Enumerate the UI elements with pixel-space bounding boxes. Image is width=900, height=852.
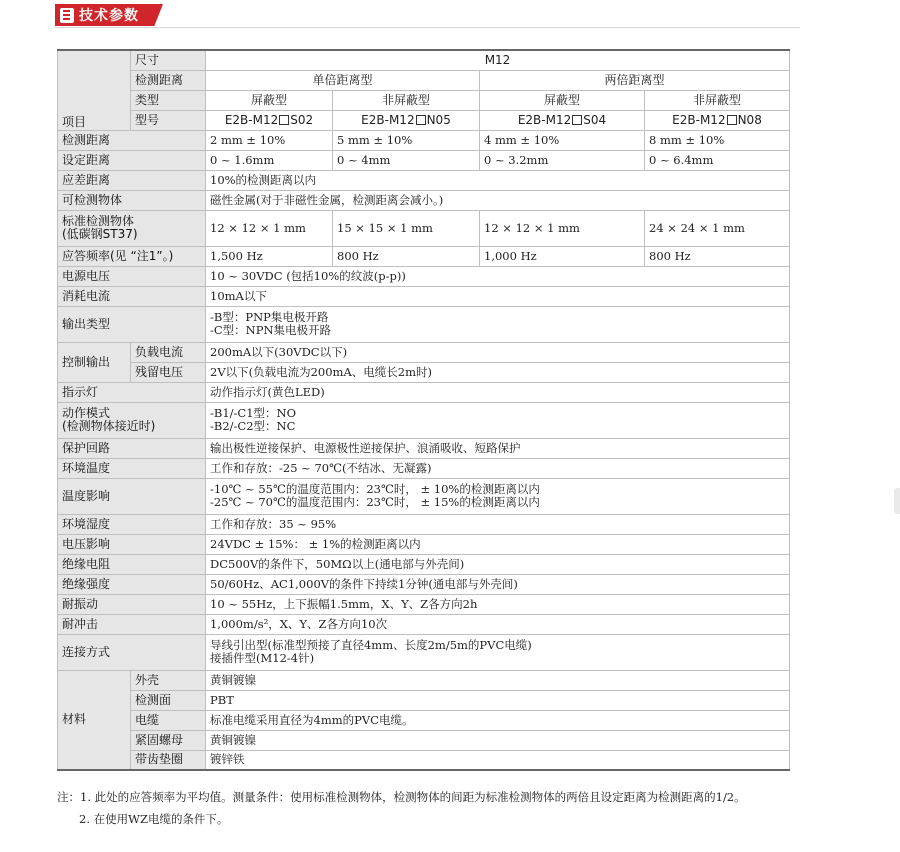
cell: 200mA以下(30VDC以下) bbox=[206, 342, 790, 362]
cell: 800 Hz bbox=[333, 246, 480, 266]
table-row bbox=[58, 50, 790, 70]
cell: 1,000 Hz bbox=[480, 246, 645, 266]
table-row bbox=[58, 594, 790, 614]
cell: PBT bbox=[206, 690, 790, 710]
cell: 50/60Hz、AC1,000V的条件下持续1分钟(通电部与外壳间) bbox=[206, 574, 790, 594]
model-label: 型号 bbox=[131, 110, 206, 130]
cell: 工作和存放：35 ~ 95% bbox=[206, 514, 790, 534]
size-value: M12 bbox=[206, 50, 790, 70]
table-row bbox=[58, 382, 790, 402]
cell: 10 ~ 55Hz，上下振幅1.5mm，X、Y、Z各方向2h bbox=[206, 594, 790, 614]
cell: 0 ~ 4mm bbox=[333, 150, 480, 170]
cell: 24VDC ± 15%： ± 1%的检测距离以内 bbox=[206, 534, 790, 554]
row-label: 应答频率(见 “注1”。) bbox=[58, 246, 206, 266]
item-header: 项目 bbox=[58, 50, 131, 130]
cell: 输出极性逆接保护、电源极性逆接保护、浪涌吸收、短路保护 bbox=[206, 438, 790, 458]
cell: 4 mm ± 10% bbox=[480, 130, 645, 150]
table-row bbox=[58, 574, 790, 594]
cell: 800 Hz bbox=[645, 246, 790, 266]
cell: 黄铜镀镍 bbox=[206, 670, 790, 690]
sub-label: 带齿垫圈 bbox=[131, 750, 206, 770]
row-label: 指示灯 bbox=[58, 382, 206, 402]
cell: 黄铜镀镍 bbox=[206, 730, 790, 750]
cell: 工作和存放：-25 ~ 70℃(不结冰、无凝露) bbox=[206, 458, 790, 478]
sub-label: 检测面 bbox=[131, 690, 206, 710]
row-label bbox=[58, 402, 206, 438]
label-line: (检测物体接近时) bbox=[62, 419, 156, 433]
model-n08: E2B-M12 N08 bbox=[645, 110, 790, 130]
row-label: 消耗电流 bbox=[58, 286, 206, 306]
cell-line: -B1/-C1型：NO bbox=[210, 406, 297, 420]
cell: 24 × 24 × 1 mm bbox=[645, 210, 790, 246]
table-row bbox=[58, 266, 790, 286]
cell-line: -C型：NPN集电极开路 bbox=[210, 323, 332, 337]
table-row bbox=[58, 730, 790, 750]
cell: 12 × 12 × 1 mm bbox=[480, 210, 645, 246]
sub-label: 外壳 bbox=[131, 670, 206, 690]
table-row bbox=[58, 534, 790, 554]
spec-table bbox=[57, 49, 790, 771]
table-row bbox=[58, 458, 790, 478]
table-row bbox=[58, 286, 790, 306]
header-divider bbox=[55, 27, 800, 28]
label-line: (低碳钢ST37) bbox=[62, 227, 138, 241]
unshielded-header: 非屏蔽型 bbox=[333, 90, 480, 110]
cell: 0 ~ 1.6mm bbox=[206, 150, 333, 170]
row-label: 连接方式 bbox=[58, 634, 206, 670]
sub-label: 残留电压 bbox=[131, 362, 206, 382]
model-s04: E2B-M12 S04 bbox=[480, 110, 645, 130]
cell: 标准电缆采用直径为4mm的PVC电缆。 bbox=[206, 710, 790, 730]
table-row bbox=[58, 170, 790, 190]
sub-label: 紧固螺母 bbox=[131, 730, 206, 750]
cell: 1,500 Hz bbox=[206, 246, 333, 266]
row-label: 应差距离 bbox=[58, 170, 206, 190]
row-label: 输出类型 bbox=[58, 306, 206, 342]
table-row bbox=[58, 210, 790, 246]
table-row bbox=[58, 150, 790, 170]
table-row bbox=[58, 670, 790, 690]
cell: 10mA以下 bbox=[206, 286, 790, 306]
row-label: 绝缘强度 bbox=[58, 574, 206, 594]
row-label: 绝缘电阻 bbox=[58, 554, 206, 574]
table-row bbox=[58, 514, 790, 534]
row-label bbox=[58, 210, 206, 246]
shielded-header: 屏蔽型 bbox=[206, 90, 333, 110]
cell-line: -B型：PNP集电极开路 bbox=[210, 310, 329, 324]
single-distance-header: 单倍距离型 bbox=[206, 70, 480, 90]
row-label: 温度影响 bbox=[58, 478, 206, 514]
table-row bbox=[58, 710, 790, 730]
table-row bbox=[58, 554, 790, 574]
table-row bbox=[58, 614, 790, 634]
label-line: 动作模式 bbox=[62, 406, 111, 420]
unshielded-header: 非屏蔽型 bbox=[645, 90, 790, 110]
table-row bbox=[58, 130, 790, 150]
row-label: 耐冲击 bbox=[58, 614, 206, 634]
cell-line: -B2/-C2型：NC bbox=[210, 419, 296, 433]
cell: 磁性金属(对于非磁性金属，检测距离会减小。) bbox=[206, 190, 790, 210]
row-label: 设定距离 bbox=[58, 150, 206, 170]
shielded-header: 屏蔽型 bbox=[480, 90, 645, 110]
table-row bbox=[58, 90, 790, 110]
type-label: 类型 bbox=[131, 90, 206, 110]
cell bbox=[206, 634, 790, 670]
row-label: 环境温度 bbox=[58, 458, 206, 478]
note-1: 注：1. 此处的应答频率为平均值。测量条件：使用标准检测物体，检测物体的间距为标准检测物体的两倍且设定距离为检测距离的1/2。 bbox=[57, 790, 746, 804]
footnotes bbox=[57, 789, 797, 827]
table-row bbox=[58, 690, 790, 710]
row-label: 保护回路 bbox=[58, 438, 206, 458]
cell bbox=[206, 478, 790, 514]
model-s02: E2B-M12 S02 bbox=[206, 110, 333, 130]
table-row bbox=[58, 634, 790, 670]
cell: 5 mm ± 10% bbox=[333, 130, 480, 150]
cell-line: -25℃ ~ 70℃的温度范围内：23℃时， ± 15%的检测距离以内 bbox=[210, 495, 540, 509]
row-label: 电压影响 bbox=[58, 534, 206, 554]
list-icon bbox=[60, 8, 74, 23]
table-row bbox=[58, 70, 790, 90]
cell: 10 ~ 30VDC (包括10%的纹波(p-p)) bbox=[206, 266, 790, 286]
cell: 2V以下(负载电流为200mA、电缆长2m时) bbox=[206, 362, 790, 382]
table-row bbox=[58, 246, 790, 266]
cell: DC500V的条件下，50MΩ以上(通电部与外壳间) bbox=[206, 554, 790, 574]
table-row bbox=[58, 438, 790, 458]
cell: 12 × 12 × 1 mm bbox=[206, 210, 333, 246]
row-label: 电源电压 bbox=[58, 266, 206, 286]
label-line: 标准检测物体 bbox=[62, 214, 135, 228]
section-header bbox=[55, 4, 139, 26]
row-label: 材料 bbox=[58, 670, 131, 770]
cell: 镀锌铁 bbox=[206, 750, 790, 770]
table-row bbox=[58, 190, 790, 210]
sub-label: 电缆 bbox=[131, 710, 206, 730]
note-2: 2. 在使用WZ电缆的条件下。 bbox=[79, 812, 229, 826]
cell-line: 接插件型(M12-4针) bbox=[210, 651, 315, 665]
row-label: 环境湿度 bbox=[58, 514, 206, 534]
model-n05: E2B-M12 N05 bbox=[333, 110, 480, 130]
section-title: 技术参数 bbox=[79, 8, 139, 24]
cell: 10%的检测距离以内 bbox=[206, 170, 790, 190]
cell bbox=[206, 306, 790, 342]
cell-line: 导线引出型(标准型预接了直径4mm、长度2m/5m的PVC电缆) bbox=[210, 638, 532, 652]
cell: 0 ~ 6.4mm bbox=[645, 150, 790, 170]
cell: 1,000m/s²，X、Y、Z各方向10次 bbox=[206, 614, 790, 634]
table-row bbox=[58, 110, 790, 130]
distance-label: 检测距离 bbox=[131, 70, 206, 90]
cell: 2 mm ± 10% bbox=[206, 130, 333, 150]
row-label: 耐振动 bbox=[58, 594, 206, 614]
row-label: 检测距离 bbox=[58, 130, 206, 150]
cell: 15 × 15 × 1 mm bbox=[333, 210, 480, 246]
scroll-edge[interactable] bbox=[894, 488, 900, 514]
table-row bbox=[58, 750, 790, 770]
table-row bbox=[58, 342, 790, 362]
table-row bbox=[58, 402, 790, 438]
cell: 动作指示灯(黄色LED) bbox=[206, 382, 790, 402]
double-distance-header: 两倍距离型 bbox=[480, 70, 790, 90]
size-label: 尺寸 bbox=[131, 50, 206, 70]
table-row bbox=[58, 478, 790, 514]
sub-label: 负载电流 bbox=[131, 342, 206, 362]
cell-line: -10℃ ~ 55℃的温度范围内：23℃时， ± 10%的检测距离以内 bbox=[210, 482, 540, 496]
cell: 0 ~ 3.2mm bbox=[480, 150, 645, 170]
table-row bbox=[58, 362, 790, 382]
row-label: 可检测物体 bbox=[58, 190, 206, 210]
cell bbox=[206, 402, 790, 438]
cell: 8 mm ± 10% bbox=[645, 130, 790, 150]
row-label: 控制输出 bbox=[58, 342, 131, 382]
table-row bbox=[58, 306, 790, 342]
